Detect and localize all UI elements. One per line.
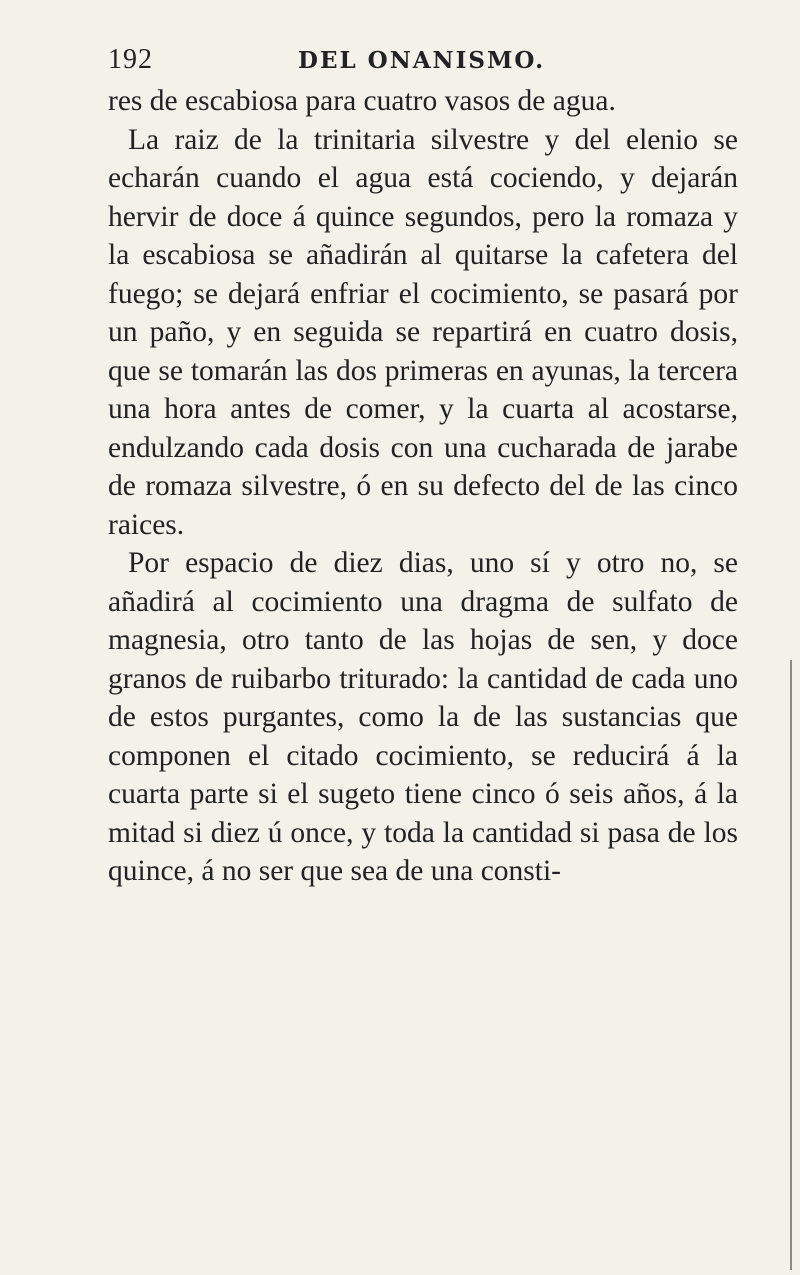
- page-edge-line: [790, 660, 792, 1270]
- paragraph-continuation: res de escabiosa para cuatro vasos de agua.: [108, 85, 616, 117]
- paragraph: La raiz de la trinitaria silvestre y del elenio se echarán cuando el agua está cociendo, y dejarán hervir de doce á quince segundos, pero la romaza y la escabiosa se añadirán al quitarse la cafetera del fuego; se dejará enfriar el cocimiento, se pasará por un paño, y en seguida se repartirá en cuatro dosis, que se tomarán las dos primeras en ayunas, la tercera una hora antes de comer, y la cuarta al acostarse, endulzando cada dosis con una cucharada de jarabe de romaza silvestre, ó en su defecto del de las cinco raices.: [108, 123, 738, 541]
- running-title: DEL ONANISMO.: [298, 47, 546, 74]
- book-page: [108, 44, 738, 891]
- body-text: [108, 82, 738, 891]
- page-header: [108, 44, 738, 76]
- paragraph: Por espacio de diez dias, uno sí y otro no, se añadirá al cocimiento una dragma de sulfato de magnesia, otro tanto de las hojas de sen, y doce granos de ruibarbo triturado: la cantidad de cada uno de estos purgantes, como la de las sustancias que componen el citado cocimiento, se reducirá á la cuarta parte si el sugeto tiene cinco ó seis años, á la mitad si diez ú once, y toda la cantidad si pasa de los quince, á no ser que sea de una consti-: [108, 547, 738, 887]
- page-number: 192: [108, 44, 153, 75]
